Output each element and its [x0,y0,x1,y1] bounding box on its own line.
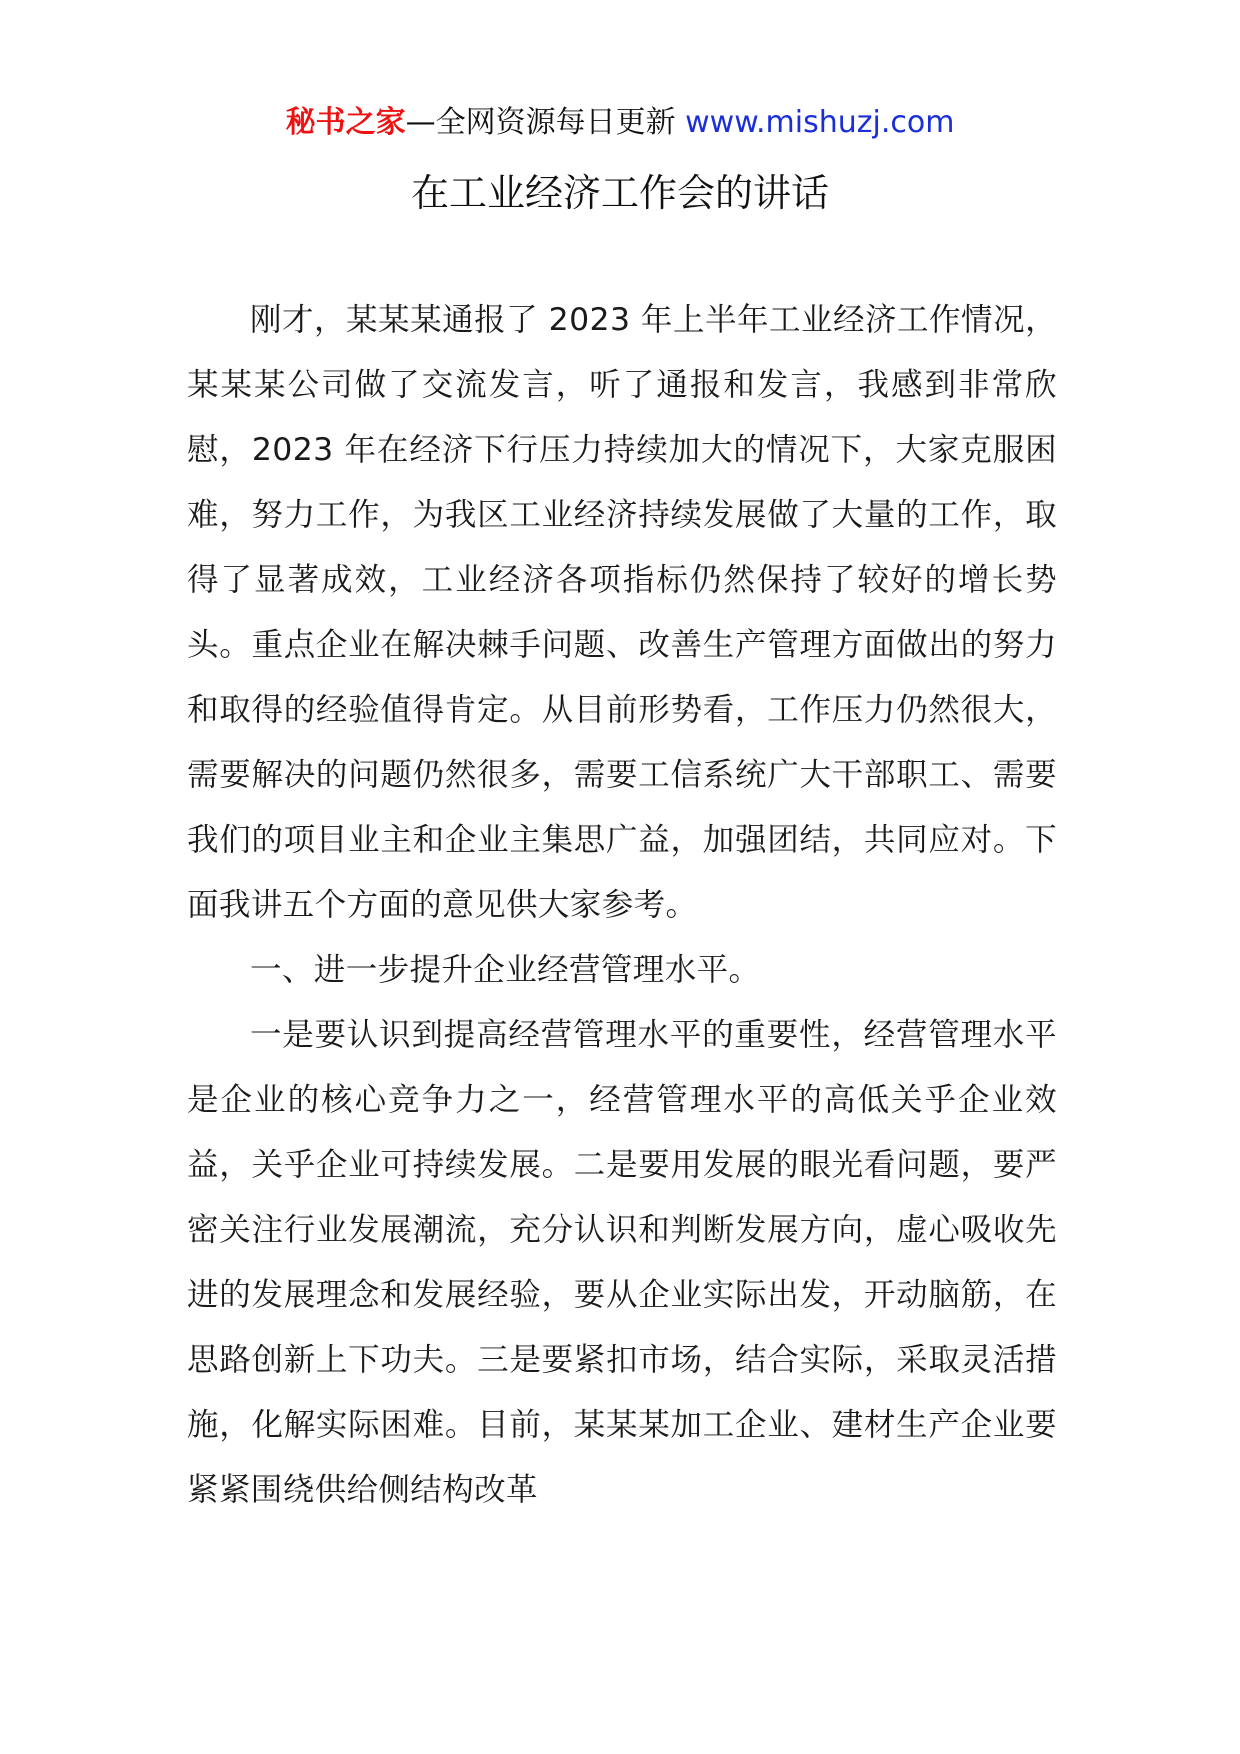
section-heading-one: 一、进一步提升企业经营管理水平。 [250,952,761,988]
body-paragraph-section-one: 一是要认识到提高经营管理水平的重要性，经营管理水平是企业的核心竞争力之一，经营管理水平的高低关乎企业效益，关乎企业可持续发展。二是要用发展的眼光看问题，要严密关注行业发展潮流，充分认识和判断发展方向，虚心吸收先进的发展理念和发展经验，要从企业实际出发，开动脑筋，在思路创新上下功夫。三是要紧扣市场，结合实际，采取灵活措施，化解实际困难。目前，某某某加工企业、建材生产企业要紧紧围绕供给侧结构改革 [187,1017,1057,1508]
document-body [187,288,1057,1523]
body-paragraph-opening: 刚才，某某某通报了 2023 年上半年工业经济工作情况，某某某公司做了交流发言，听了通报和发言，我感到非常欣慰，2023 年在经济下行压力持续加大的情况下，大家克服困难，努力工作，为我区工业经济持续发展做了大量的工作，取得了显著成效，工业经济各项指标仍然保持了较好的增长势头。重点企业在解决棘手问题、改善生产管理方面做出的努力和取得的经验值得肯定。从目前形势看，工作压力仍然很大，需要解决的问题仍然很多，需要工信系统广大干部职工、需要我们的项目业主和企业主集思广益，加强团结，共同应对。下面我讲五个方面的意见供大家参考。 [187,302,1057,923]
document-title: 在工业经济工作会的讲话 [410,171,829,215]
brand-name: 秘书之家 [285,105,406,140]
site-header [0,100,1240,146]
site-url-link[interactable]: www.mishuzj.com [685,105,955,140]
header-tagline: —全网资源每日更新 [405,105,676,140]
